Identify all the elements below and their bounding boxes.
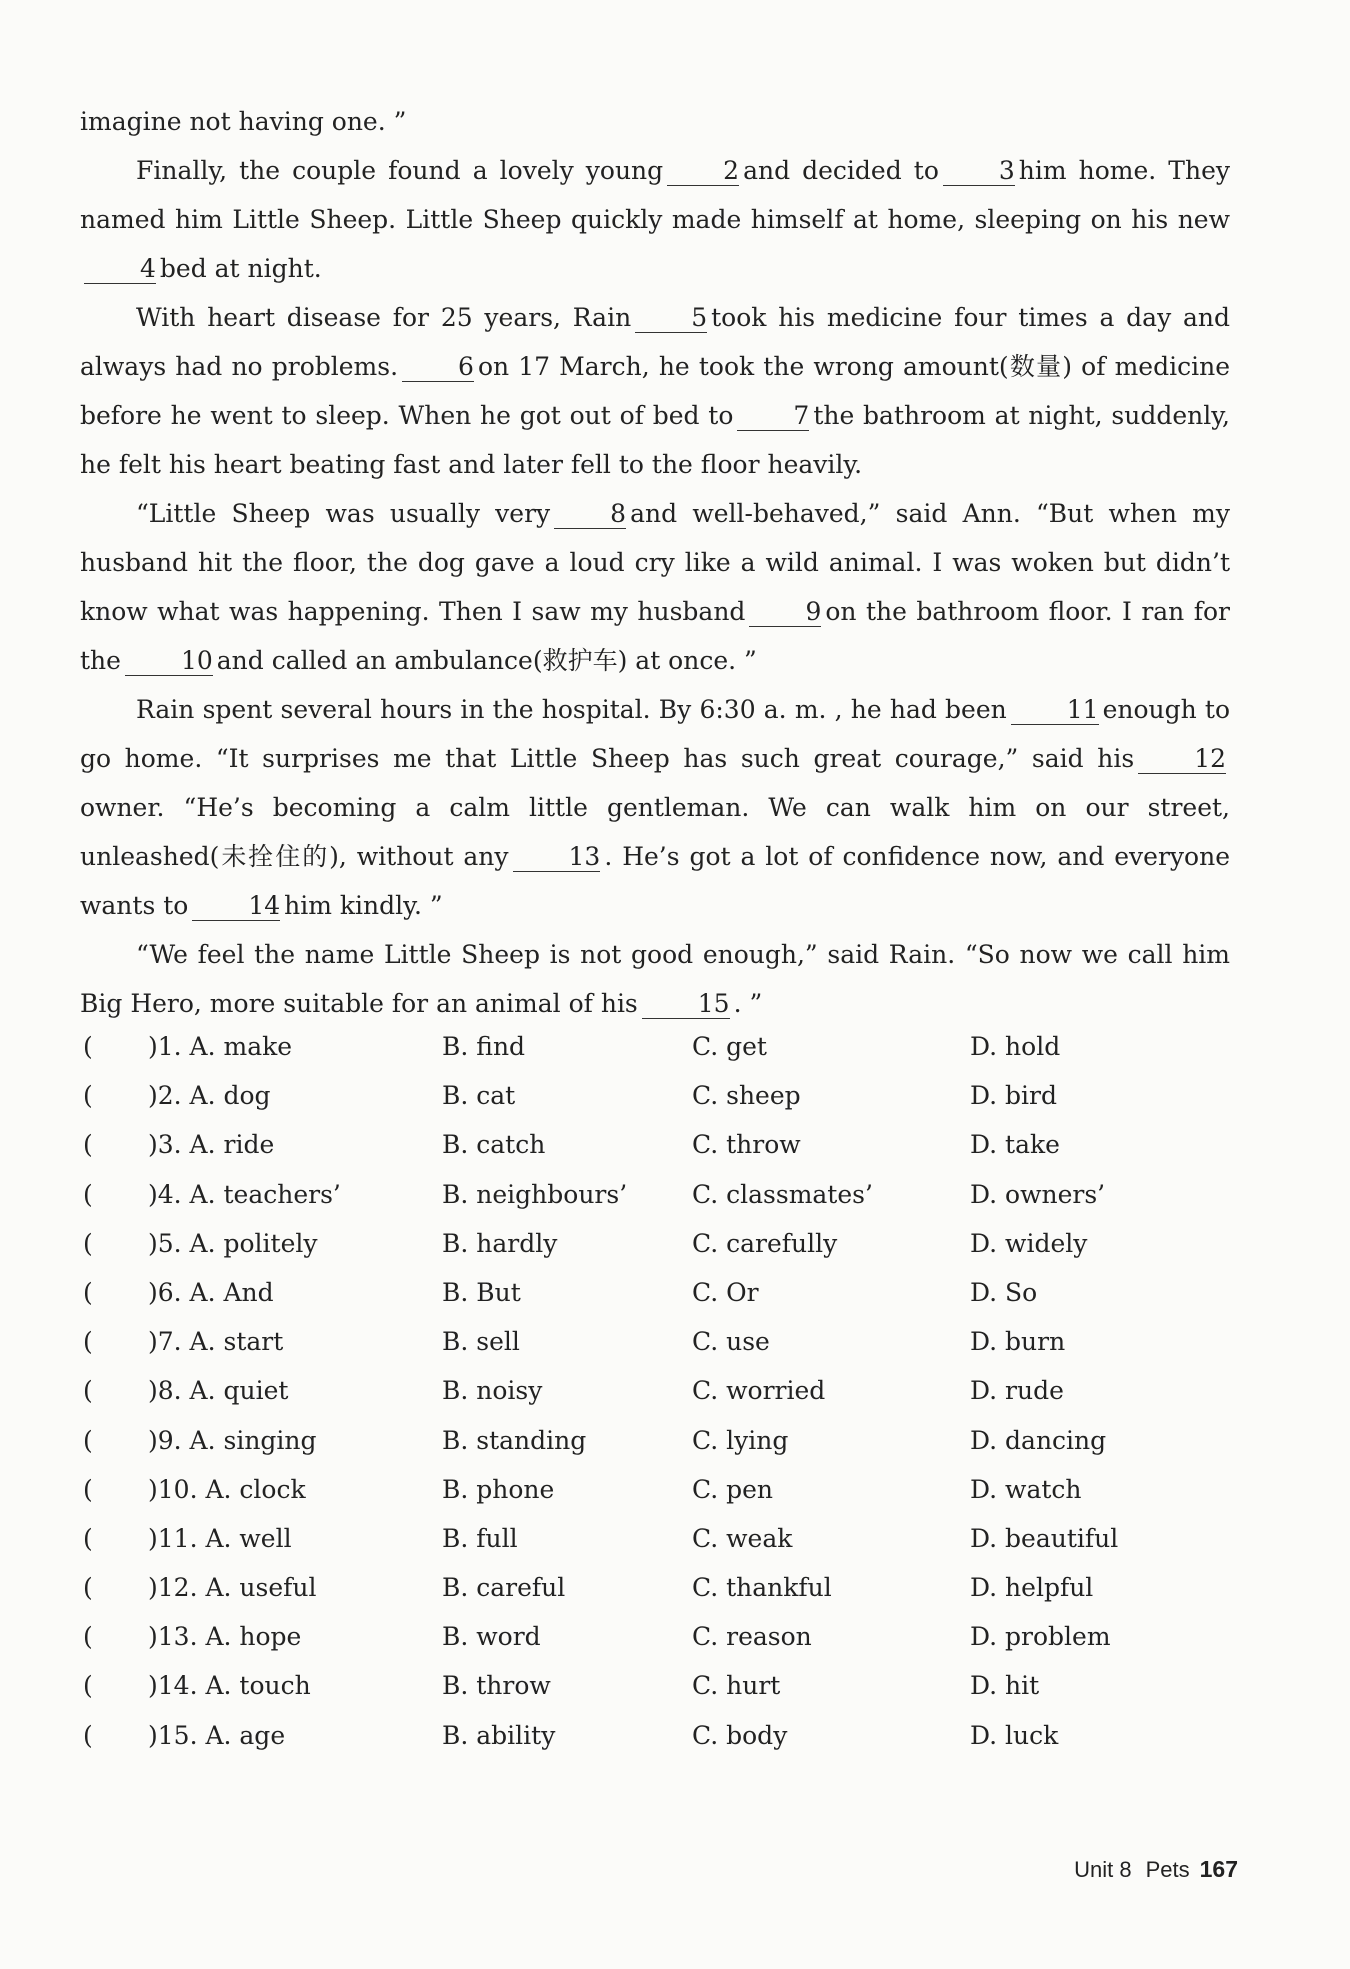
option-b[interactable]: B. full	[442, 1523, 518, 1553]
reading-passage	[80, 97, 1230, 1028]
question-row	[80, 1032, 1230, 1081]
question-row	[80, 1426, 1230, 1475]
answer-paren[interactable]: (	[83, 1425, 93, 1455]
option-d[interactable]: D. luck	[970, 1720, 1059, 1750]
option-a[interactable]: )13. A. hope	[148, 1622, 302, 1652]
text: took his medicine four times a day and always had no problems.	[80, 303, 1231, 381]
option-d[interactable]: D. burn	[970, 1327, 1066, 1357]
option-b[interactable]: B. But	[442, 1277, 521, 1307]
option-b[interactable]: B. cat	[442, 1081, 516, 1111]
blank-6[interactable]: 6	[402, 353, 474, 382]
paragraph-2	[80, 293, 1230, 489]
answer-paren[interactable]: (	[83, 1179, 93, 1209]
blank-2[interactable]: 2	[667, 157, 739, 186]
question-row	[80, 1081, 1230, 1130]
blank-7[interactable]: 7	[737, 402, 809, 431]
question-row	[80, 1573, 1230, 1622]
option-d[interactable]: D. So	[970, 1277, 1038, 1307]
question-row	[80, 1130, 1230, 1179]
text: “Little Sheep was usually very	[136, 499, 551, 528]
text: Rain spent several hours in the hospital. By 6:30 a. m. , he had been	[136, 695, 1007, 724]
paragraph-0: imagine not having one. ”	[80, 107, 407, 136]
option-a[interactable]: )6. A. And	[148, 1277, 274, 1307]
option-d[interactable]: D. watch	[970, 1474, 1082, 1504]
text: him kindly. ”	[284, 891, 443, 920]
question-row	[80, 1376, 1230, 1425]
blank-8[interactable]: 8	[554, 500, 626, 529]
option-c[interactable]: C. reason	[692, 1622, 812, 1652]
blank-13[interactable]: 13	[513, 843, 601, 872]
option-c[interactable]: C. pen	[692, 1474, 774, 1504]
option-c[interactable]: C. thankful	[692, 1573, 832, 1603]
option-b[interactable]: B. careful	[442, 1573, 566, 1603]
question-row	[80, 1524, 1230, 1573]
question-row	[80, 1475, 1230, 1524]
blank-11[interactable]: 11	[1011, 696, 1099, 725]
answer-paren[interactable]: (	[83, 1277, 93, 1307]
answer-paren[interactable]: (	[83, 1376, 93, 1406]
option-a[interactable]: )12. A. useful	[148, 1573, 317, 1603]
option-c[interactable]: C. lying	[692, 1425, 789, 1455]
text: enough to go home. “It surprises me that Little Sheep has such great courage,” said his	[80, 695, 1230, 773]
text: on 17 March, he took the wrong amount(数量) of medicine before he went to sleep. When he got out of bed to	[80, 352, 1230, 430]
option-d[interactable]: D. dancing	[970, 1425, 1107, 1455]
text: . ”	[733, 989, 763, 1018]
text: and decided to	[743, 156, 939, 185]
option-c[interactable]: C. hurt	[692, 1671, 781, 1701]
question-row	[80, 1229, 1230, 1278]
option-d[interactable]: D. owners’	[970, 1179, 1106, 1209]
option-a[interactable]: )8. A. quiet	[148, 1376, 289, 1406]
text: bed at night.	[159, 254, 322, 283]
option-b[interactable]: B. ability	[442, 1720, 556, 1750]
answer-paren[interactable]: (	[83, 1523, 93, 1553]
option-b[interactable]: B. word	[442, 1622, 541, 1652]
option-c[interactable]: C. throw	[692, 1130, 801, 1160]
option-a[interactable]: )10. A. clock	[148, 1474, 306, 1504]
option-d[interactable]: D. bird	[970, 1081, 1057, 1111]
question-row	[80, 1327, 1230, 1376]
answer-paren[interactable]: (	[83, 1720, 93, 1750]
option-d[interactable]: D. hold	[970, 1032, 1061, 1061]
text: on the bathroom floor. I ran for the	[80, 597, 1230, 675]
option-c[interactable]: C. sheep	[692, 1081, 801, 1111]
option-b[interactable]: B. sell	[442, 1327, 520, 1357]
option-d[interactable]: D. hit	[970, 1671, 1040, 1701]
blank-14[interactable]: 14	[192, 892, 280, 921]
blank-10[interactable]: 10	[125, 647, 213, 676]
answer-paren[interactable]: (	[83, 1032, 93, 1061]
question-list	[80, 1032, 1230, 1770]
text: and well-behaved,” said Ann. “But when my husband hit the floor, the dog gave a loud cry like a wild animal. I was woken but didn’t know what was happening. Then I saw my husband	[80, 499, 1230, 626]
question-row	[80, 1671, 1230, 1720]
option-c[interactable]: C. weak	[692, 1523, 793, 1553]
paragraph-3	[80, 489, 1230, 685]
option-a[interactable]: )14. A. touch	[148, 1671, 311, 1701]
text: and called an ambulance(救护车) at once. ”	[216, 646, 757, 675]
option-a[interactable]: )3. A. ride	[148, 1130, 275, 1160]
option-c[interactable]: C. carefully	[692, 1228, 838, 1258]
option-b[interactable]: B. hardly	[442, 1228, 558, 1258]
answer-paren[interactable]: (	[83, 1228, 93, 1258]
page-number: 167	[1199, 1856, 1238, 1882]
question-row	[80, 1278, 1230, 1327]
option-a[interactable]: )9. A. singing	[148, 1425, 317, 1455]
blank-3[interactable]: 3	[943, 157, 1015, 186]
text: owner. “He’s becoming a calm little gentleman. We can walk him on our street, unleashed(未拴住的), without any	[80, 793, 1230, 871]
option-c[interactable]: C. use	[692, 1327, 770, 1357]
answer-paren[interactable]: (	[83, 1081, 93, 1111]
option-b[interactable]: B. noisy	[442, 1376, 543, 1406]
option-d[interactable]: D. helpful	[970, 1573, 1094, 1603]
page-footer	[1074, 1856, 1238, 1883]
option-b[interactable]: B. catch	[442, 1130, 546, 1160]
option-c[interactable]: C. body	[692, 1720, 788, 1750]
option-d[interactable]: D. widely	[970, 1228, 1088, 1258]
option-d[interactable]: D. rude	[970, 1376, 1064, 1406]
blank-15[interactable]: 15	[642, 990, 730, 1019]
topic-label: Pets	[1145, 1857, 1190, 1882]
option-d[interactable]: D. problem	[970, 1622, 1111, 1652]
blank-9[interactable]: 9	[749, 598, 821, 627]
paragraph-1	[80, 146, 1230, 293]
question-row	[80, 1180, 1230, 1229]
option-b[interactable]: B. throw	[442, 1671, 551, 1701]
option-c[interactable]: C. worried	[692, 1376, 826, 1406]
option-b[interactable]: B. find	[442, 1032, 526, 1061]
answer-paren[interactable]: (	[83, 1622, 93, 1652]
answer-paren[interactable]: (	[83, 1671, 93, 1701]
option-c[interactable]: C. classmates’	[692, 1179, 873, 1209]
text: the bathroom at night, suddenly, he felt his heart beating fast and later fell to the floor heavily.	[80, 401, 1230, 479]
text: Finally, the couple found a lovely young	[136, 156, 664, 185]
option-d[interactable]: D. beautiful	[970, 1523, 1119, 1553]
option-c[interactable]: C. get	[692, 1032, 767, 1061]
option-a[interactable]: )1. A. make	[148, 1032, 293, 1061]
option-c[interactable]: C. Or	[692, 1277, 759, 1307]
blank-5[interactable]: 5	[635, 304, 707, 333]
blank-4[interactable]: 4	[84, 255, 156, 284]
paragraph-5	[80, 930, 1230, 1028]
paragraph-4	[80, 685, 1230, 930]
option-b[interactable]: B. standing	[442, 1425, 587, 1455]
option-a[interactable]: )5. A. politely	[148, 1228, 318, 1258]
question-row	[80, 1721, 1230, 1770]
answer-paren[interactable]: (	[83, 1327, 93, 1357]
text: him home. They named him Little Sheep. Little Sheep quickly made himself at home, sleeping on his new	[80, 156, 1230, 234]
text: With heart disease for 25 years, Rain	[136, 303, 632, 332]
answer-paren[interactable]: (	[83, 1130, 93, 1160]
blank-12[interactable]: 12	[1138, 745, 1226, 774]
text: “We feel the name Little Sheep is not good enough,” said Rain. “So now we call him Big Hero, more suitable for an animal of his	[80, 940, 1230, 1018]
option-a[interactable]: )7. A. start	[148, 1327, 284, 1357]
unit-label: Unit 8	[1074, 1857, 1132, 1882]
option-b[interactable]: B. phone	[442, 1474, 555, 1504]
question-row	[80, 1622, 1230, 1671]
option-d[interactable]: D. take	[970, 1130, 1060, 1160]
option-a[interactable]: )15. A. age	[148, 1720, 286, 1750]
option-b[interactable]: B. neighbours’	[442, 1179, 628, 1209]
text: . He’s got a lot of confidence now, and everyone wants to	[80, 842, 1230, 920]
option-a[interactable]: )11. A. well	[148, 1523, 292, 1553]
answer-paren[interactable]: (	[83, 1573, 93, 1603]
answer-paren[interactable]: (	[83, 1474, 93, 1504]
option-a[interactable]: )4. A. teachers’	[148, 1179, 341, 1209]
option-a[interactable]: )2. A. dog	[148, 1081, 271, 1111]
